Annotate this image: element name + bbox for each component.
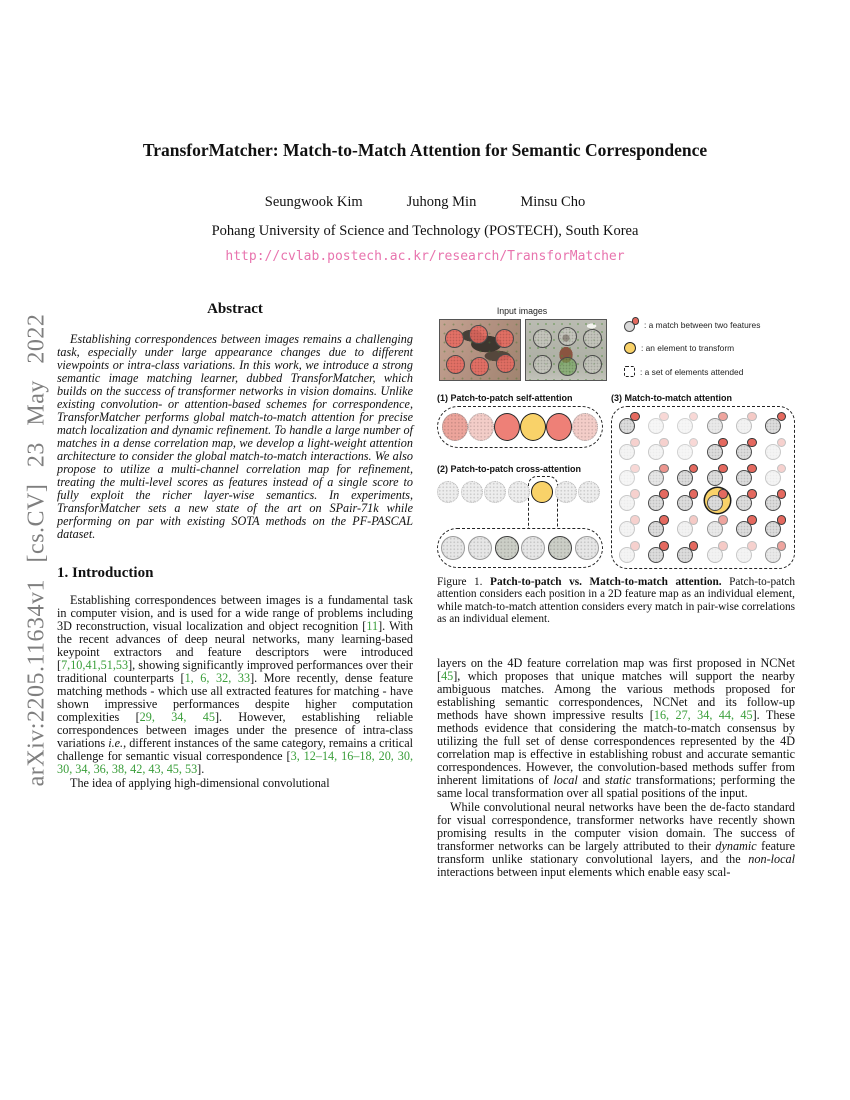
match-cell bbox=[617, 436, 642, 461]
match-icon bbox=[648, 489, 670, 511]
match-icon-small-circle bbox=[718, 541, 728, 551]
match-icon bbox=[707, 489, 729, 511]
match-icon-small-circle bbox=[747, 412, 757, 422]
patch-circle-solid bbox=[494, 413, 520, 441]
match-icon-small-circle bbox=[630, 489, 640, 499]
citation-link[interactable]: 29, 34, 45 bbox=[139, 710, 215, 724]
text-run: dynamic bbox=[715, 839, 757, 853]
match-icon bbox=[707, 541, 729, 563]
match-icon-small-circle bbox=[659, 515, 669, 525]
match-icon-small-circle bbox=[630, 541, 640, 551]
match-icon-small-circle bbox=[747, 541, 757, 551]
match-icon-small-circle bbox=[777, 464, 787, 474]
match-cell bbox=[646, 540, 671, 565]
patch-circle-gray bbox=[484, 481, 506, 503]
patch-circle-gray bbox=[508, 481, 530, 503]
match-icon bbox=[648, 541, 670, 563]
keypoint-circle bbox=[446, 355, 465, 374]
intro-paragraph-2: The idea of applying high-dimensional convolutional bbox=[70, 776, 330, 790]
project-url-link[interactable]: http://cvlab.postech.ac.kr/research/TransforMatcher bbox=[225, 249, 625, 264]
match-icon bbox=[736, 541, 758, 563]
text-run: ]. bbox=[197, 762, 205, 776]
match-cell bbox=[764, 488, 789, 513]
text-run: non-local bbox=[748, 852, 795, 866]
text-run: ], showing significantly improved performances over their traditional counterparts [ bbox=[57, 658, 413, 685]
match-icon bbox=[707, 438, 729, 460]
patch-circle-solid bbox=[546, 413, 572, 441]
text-run: Patch-to-patch attention considers each position in a 2D feature map as an individual element, while match-to-match attention considers every match in pair-wise correlations as an individual element. bbox=[437, 576, 796, 626]
patch-circle-dark bbox=[495, 536, 519, 560]
text-run: ], which proposes that unique matches will support the nearby ambiguous matches. Among the various methods proposed for establishing semantic correspondences, NCNet and its follow-up methods have shown impressive results [ bbox=[437, 669, 795, 722]
match-icon bbox=[765, 489, 787, 511]
keypoint-circle bbox=[469, 325, 488, 344]
legend-item bbox=[624, 317, 760, 332]
patch-circle-gray bbox=[555, 481, 577, 503]
match-cell bbox=[734, 540, 759, 565]
match-cell bbox=[734, 436, 759, 461]
match-cell bbox=[676, 462, 701, 487]
match-cell bbox=[764, 462, 789, 487]
match-cell bbox=[705, 462, 730, 487]
figure-1 bbox=[437, 306, 795, 651]
legend-item bbox=[624, 364, 760, 379]
match-icon-small-circle bbox=[659, 412, 669, 422]
match-icon-small-circle bbox=[777, 438, 787, 448]
match-icon-small-circle bbox=[689, 412, 699, 422]
text-run: ]. However, establishing reliable correspondences between images under the presence of intra-class variations bbox=[57, 710, 413, 750]
intro-paragraph-1 bbox=[57, 594, 413, 776]
patch-circle-dark bbox=[548, 536, 572, 560]
text-run: transformations; performing the same local transformation over all spatial positions of the input. bbox=[437, 773, 795, 800]
match-icon-small-circle bbox=[630, 515, 640, 525]
citation-link[interactable]: 45 bbox=[441, 669, 454, 683]
match-cell bbox=[734, 514, 759, 539]
right-paragraph-1 bbox=[437, 657, 795, 800]
text-run: ]. More recently, dense feature matching methods - which use all extracted features for matching - have shown impressive performances despite higher computation complexities [ bbox=[57, 671, 414, 724]
text-run: , different instances of the same category, remains a critical challenge for semantic visual correspondence [ bbox=[57, 736, 413, 763]
match-cell bbox=[734, 410, 759, 435]
abstract-heading: Abstract bbox=[207, 301, 263, 317]
match-icon-small-circle bbox=[689, 515, 699, 525]
match-icon bbox=[765, 438, 787, 460]
match-icon bbox=[677, 489, 699, 511]
text-run: interactions between input elements which enable easy scal- bbox=[437, 865, 731, 879]
match-icon bbox=[736, 515, 758, 537]
text-run: ]. These methods evidence that considering the match-to-match consensus by utilizing the full set of dense correspondences represented by the 4D correlation map is effective in establishing robust and accurate semantic correspondences. However, the convolution-based methods suffer from inherent limitations of bbox=[437, 708, 795, 787]
match-icon bbox=[736, 489, 758, 511]
target-input-image bbox=[525, 319, 607, 381]
patch-circle-light bbox=[441, 536, 465, 560]
text-run: static bbox=[604, 773, 632, 787]
match-icon bbox=[736, 412, 758, 434]
match-icon-small-circle bbox=[689, 489, 699, 499]
match-icon-small-circle bbox=[777, 541, 787, 551]
text-run: i.e. bbox=[108, 736, 124, 750]
patch-circle-gray bbox=[578, 481, 600, 503]
match-icon bbox=[619, 515, 641, 537]
match-icon bbox=[619, 412, 641, 434]
match-icon-small-circle bbox=[659, 438, 669, 448]
match-icon-small-circle bbox=[630, 464, 640, 474]
match-icon-small-circle bbox=[747, 489, 757, 499]
author-2: Juhong Min bbox=[406, 194, 477, 210]
match-cell bbox=[646, 462, 671, 487]
citation-link[interactable]: 16, 27, 34, 44, 45 bbox=[653, 708, 753, 722]
patch-circle-light bbox=[575, 536, 599, 560]
citation-link[interactable]: 11 bbox=[366, 619, 379, 633]
match-icon bbox=[736, 438, 758, 460]
element-circle-icon bbox=[624, 342, 636, 354]
match-icon bbox=[707, 464, 729, 486]
match-icon-small-circle bbox=[777, 489, 787, 499]
match-icon bbox=[765, 464, 787, 486]
patch-circle-yellow bbox=[520, 413, 546, 441]
match-icon-small-circle bbox=[747, 515, 757, 525]
match-cell bbox=[676, 514, 701, 539]
cross-attention-top-row bbox=[437, 481, 600, 503]
section-heading-introduction: 1. Introduction bbox=[57, 565, 154, 581]
match-icon bbox=[765, 541, 787, 563]
text-run: ]. With the recent advances of deep neural networks, many learning-based keypoint extractors and feature descriptors were introduced [ bbox=[57, 619, 414, 672]
attended-set-icon bbox=[624, 366, 635, 377]
keypoint-circle bbox=[496, 354, 515, 373]
match-icon bbox=[677, 438, 699, 460]
match-icon bbox=[677, 541, 699, 563]
keypoint-circle bbox=[445, 329, 464, 348]
source-input-image bbox=[439, 319, 521, 381]
match-icon-small-circle bbox=[718, 489, 728, 499]
match-icon-small-circle bbox=[777, 412, 787, 422]
right-paragraph-2 bbox=[437, 801, 795, 879]
match-to-match-attention-panel bbox=[611, 406, 795, 569]
match-cell bbox=[676, 410, 701, 435]
match-icon-small-circle bbox=[718, 412, 728, 422]
match-cell bbox=[617, 462, 642, 487]
match-cell bbox=[646, 488, 671, 513]
match-icon bbox=[648, 412, 670, 434]
match-icon-small-circle bbox=[747, 438, 757, 448]
keypoint-circle bbox=[558, 327, 577, 346]
keypoint-circle bbox=[533, 329, 552, 348]
match-icon bbox=[619, 438, 641, 460]
abstract-text: Establishing correspondences between images remains a challenging task, especially under large appearance changes due to different viewpoints or intra-class variations. In this work, we introduce a strong semantic image matching learner, dubbed TransforMatcher, which builds on the success of transformer networks in vision domains. Unlike existing convolution- or attention-based schemes for correspondence, TransforMatcher performs global match-to-match attention for precise match localization and dynamic refinement. To handle a large number of matches in a dense correlation map, we develop a light-weight attention architecture to consider the global match-to-match interactions. We also propose to utilize a multi-channel correlation map for refinement, treating the multi-level scores as features instead of a single score to fully exploit the richer layer-wise semantics. In experiments, TransforMatcher sets a new state of the art on SPair-71k while performing on par with existing SOTA methods on the PF-PASCAL dataset. bbox=[57, 332, 413, 541]
patch-circle-dotlight bbox=[468, 413, 494, 441]
match-icon bbox=[624, 317, 639, 332]
match-icon bbox=[677, 464, 699, 486]
match-cell bbox=[676, 540, 701, 565]
affiliation: Pohang University of Science and Technology (POSTECH), South Korea bbox=[211, 223, 639, 239]
patch-circle-light bbox=[521, 536, 545, 560]
citation-link[interactable]: 1, 6, 32, 33 bbox=[184, 671, 251, 685]
patch-circle-gray bbox=[437, 481, 459, 503]
match-cell bbox=[617, 410, 642, 435]
patch-circle-dotmed bbox=[442, 413, 468, 441]
paper-title: TransforMatcher: Match-to-Match Attention for Semantic Correspondence bbox=[142, 140, 708, 160]
match-icon-small-circle bbox=[689, 438, 699, 448]
text-run: and bbox=[577, 773, 605, 787]
text-run: Figure 1. bbox=[437, 576, 491, 588]
match-icon-small-circle bbox=[659, 541, 669, 551]
match-icon-small-circle bbox=[659, 464, 669, 474]
match-icon bbox=[736, 464, 758, 486]
input-images-label: Input images bbox=[496, 306, 548, 316]
author-list bbox=[0, 194, 850, 211]
match-cell bbox=[646, 514, 671, 539]
match-cell bbox=[764, 436, 789, 461]
match-icon-small-circle bbox=[689, 464, 699, 474]
match-cell bbox=[617, 514, 642, 539]
author-1: Seungwook Kim bbox=[264, 194, 363, 210]
patch-circle-dotlight bbox=[572, 413, 598, 441]
match-icon bbox=[677, 412, 699, 434]
match-icon-small-circle bbox=[747, 464, 757, 474]
match-cell bbox=[705, 488, 730, 513]
keypoint-circle bbox=[533, 355, 552, 374]
text-run: feature transform unlike stationary convolutional layers, and the bbox=[437, 839, 795, 866]
patch-self-attention-panel bbox=[437, 406, 603, 448]
match-cell bbox=[705, 540, 730, 565]
legend-label: : an element to transform bbox=[641, 343, 735, 353]
right-column bbox=[437, 657, 795, 879]
match-icon bbox=[765, 515, 787, 537]
figure-caption bbox=[437, 576, 795, 626]
match-icon bbox=[707, 412, 729, 434]
author-3: Minsu Cho bbox=[520, 194, 586, 210]
patch-circle-yellow bbox=[531, 481, 553, 503]
text-run: layers on the 4D feature correlation map was first proposed in NCNet [ bbox=[437, 656, 795, 683]
left-column bbox=[57, 301, 413, 790]
match-cell bbox=[646, 436, 671, 461]
panel3-label: (3) Match-to-match attention bbox=[611, 393, 732, 403]
panel2-label: (2) Patch-to-patch cross-attention bbox=[437, 464, 582, 474]
match-icon-small-circle bbox=[777, 515, 787, 525]
match-icon bbox=[707, 515, 729, 537]
match-icon-small-circle bbox=[630, 438, 640, 448]
keypoint-circle bbox=[495, 329, 514, 348]
match-cell bbox=[705, 514, 730, 539]
match-cell bbox=[676, 488, 701, 513]
text-run: local bbox=[553, 773, 578, 787]
match-icon-small-circle bbox=[718, 438, 728, 448]
match-cell bbox=[646, 410, 671, 435]
match-cell bbox=[617, 540, 642, 565]
patch-circle-light bbox=[468, 536, 492, 560]
text-run: Patch-to-patch vs. Match-to-match attention. bbox=[490, 576, 722, 588]
match-icon bbox=[619, 541, 641, 563]
legend-item bbox=[624, 341, 760, 356]
patch-circle-gray bbox=[461, 481, 483, 503]
match-icon bbox=[648, 464, 670, 486]
match-cell bbox=[705, 410, 730, 435]
keypoint-circle bbox=[583, 355, 602, 374]
legend-label: : a set of elements attended bbox=[640, 366, 744, 377]
match-cell bbox=[734, 488, 759, 513]
match-cell bbox=[764, 410, 789, 435]
paper-header bbox=[0, 139, 850, 265]
match-icon-small-circle bbox=[718, 464, 728, 474]
match-icon bbox=[765, 412, 787, 434]
keypoint-circle bbox=[558, 357, 577, 376]
match-cell bbox=[764, 540, 789, 565]
figure-legend bbox=[624, 317, 760, 379]
arxiv-watermark: arXiv:2205.11634v1 [cs.CV] 23 May 2022 bbox=[23, 313, 50, 787]
keypoint-circle bbox=[470, 357, 489, 376]
keypoint-circle bbox=[583, 329, 602, 348]
text-run: Establishing correspondences between images is a fundamental task in computer vision, and is used for a wide range of problems including 3D reconstruction, visual localization and object recognition [ bbox=[57, 593, 413, 633]
match-cell bbox=[705, 436, 730, 461]
match-icon bbox=[677, 515, 699, 537]
match-icon bbox=[648, 515, 670, 537]
match-cell bbox=[676, 436, 701, 461]
match-cell bbox=[764, 514, 789, 539]
match-icon-small-circle bbox=[630, 412, 640, 422]
match-icon-small-circle bbox=[659, 489, 669, 499]
match-icon bbox=[619, 464, 641, 486]
legend-label: : a match between two features bbox=[644, 319, 761, 330]
match-icon-small-circle bbox=[632, 317, 640, 325]
cross-attention-bottom-row bbox=[437, 528, 603, 568]
panel1-label: (1) Patch-to-patch self-attention bbox=[437, 393, 573, 403]
match-icon bbox=[648, 438, 670, 460]
match-icon-small-circle bbox=[689, 541, 699, 551]
match-cell bbox=[617, 488, 642, 513]
match-icon-small-circle bbox=[718, 515, 728, 525]
match-cell bbox=[734, 462, 759, 487]
citation-link[interactable]: 3, 12–14, 16–18, 20, 30, 30, 34, 36, 38, 42, 43, 45, 53 bbox=[57, 749, 414, 776]
citation-link[interactable]: 7,10,41,51,53 bbox=[61, 658, 129, 672]
match-icon bbox=[619, 489, 641, 511]
text-run: While convolutional neural networks have been the de-facto standard for visual correspondence, transformer networks have recently shown promising results in the computer vision domain. The success of transformer networks can be largely attributed to their bbox=[437, 800, 795, 853]
